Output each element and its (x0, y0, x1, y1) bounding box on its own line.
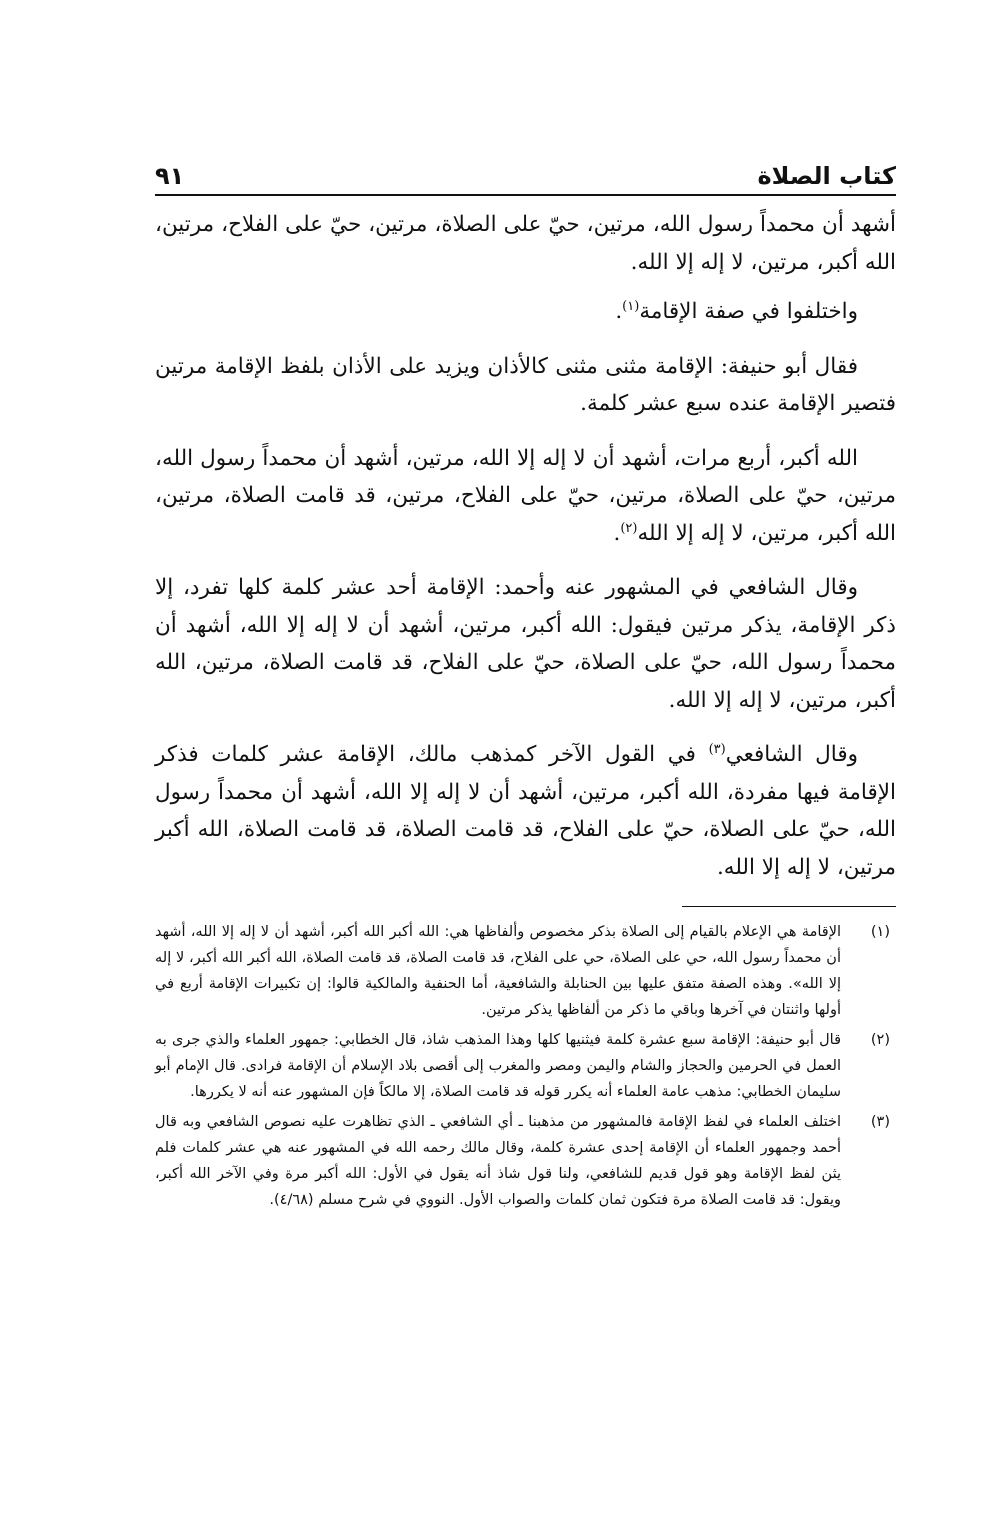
footnote-number: (١) (870, 924, 890, 940)
paragraph (155, 206, 896, 281)
footnote (155, 1109, 896, 1213)
paragraph-text: أشهد أن محمداً رسول الله، مرتين، حيّ على الصلاة، مرتين، حيّ على الفلاح، مرتين، الله أكبر، مرتين، لا إله إلا الله. (155, 212, 896, 275)
paragraph-text-after: . (615, 299, 623, 324)
main-text (155, 206, 896, 886)
paragraph-text: وقال الشافعي في المشهور عنه وأحمد: الإقامة أحد عشر كلمة كلها تفرد، إلا ذكر الإقامة، يذكر مرتين فيقول: الله أكبر، مرتين، أشهد أن لا إله إلا الله، أشهد أن محمداً رسول الله، حيّ على الصلاة، حيّ على الفلاح، قد قامت الصلاة، مرتين، الله أكبر، مرتين، لا إله إلا الله. (155, 575, 896, 713)
paragraph-text: واختلفوا في صفة الإقامة (639, 299, 858, 324)
page-number: ٩١ (155, 162, 185, 190)
running-head (155, 150, 896, 196)
document-page (155, 150, 896, 1217)
paragraph-text: فقال أبو حنيفة: الإقامة مثنى مثنى كالأذان ويزيد على الأذان بلفظ الإقامة مرتين فتصير الإقامة عنده سبع عشر كلمة. (155, 353, 896, 416)
footnote-text: قال أبو حنيفة: الإقامة سبع عشرة كلمة فيثنيها كلها وهذا المذهب شاذ، قال الخطابي: جمهور العلماء والذي جرى به العمل في الحرمين والحجاز والشام واليمن ومصر والمغرب إلى أقصى بلاد الإسلام أن الإقامة فرادى. قال الإمام أبو سليمان الخطابي: مذهب عامة العلماء أنه يكرر قوله قد قامت الصلاة، إلا مالكاً فإن المشهور عنه أنه لا يكررها. (155, 1032, 841, 1100)
paragraph-text-after: في القول الآخر كمذهب مالك، الإقامة عشر كلمات فذكر الإقامة فيها مفردة، الله أكبر، مرتين، أشهد أن لا إله إلا الله، أشهد أن محمداً رسول الله، حيّ على الصلاة، حيّ على الفلاح، قد قامت الصلاة، قد قامت الصلاة، الله أكبر مرتين، لا إله إلا الله. (155, 742, 896, 880)
footnotes (155, 919, 896, 1213)
footnote-text: الإقامة هي الإعلام بالقيام إلى الصلاة بذكر مخصوص وألفاظها هي: الله أكبر الله أكبر، أشهد أن لا إله إلا الله، أشهد أن محمداً رسول الله، حي على الصلاة، حي على الفلاح، قد قامت الصلاة، قد قامت الصلاة، الله أكبر الله أكبر، لا إله إلا الله». وهذه الصفة متفق عليها بين الحنابلة والشافعية، أما الحنفية والمالكية قالوا: إن تكبيرات الإقامة أربع في أولها واثنتان في آخرها وباقي ما ذكر من ألفاظها يذكر مرتين. (155, 924, 841, 1018)
footnote-number: (٣) (870, 1114, 890, 1130)
footnote (155, 919, 896, 1023)
footnote-marker[interactable]: (٢) (620, 520, 638, 536)
chapter-title: كتاب الصلاة (757, 162, 896, 190)
paragraph-text: الله أكبر، أربع مرات، أشهد أن لا إله إلا الله، مرتين، أشهد أن محمداً رسول الله، مرتين، حيّ على الصلاة، مرتين، حيّ على الفلاح، مرتين، قد قامت الصلاة، مرتين، الله أكبر، مرتين، لا إله إلا الله (155, 445, 896, 546)
footnote-marker[interactable]: (٣) (708, 741, 726, 757)
footnote-number: (٢) (870, 1032, 890, 1048)
paragraph-text-after: . (613, 520, 621, 546)
footnote (155, 1027, 896, 1105)
paragraph (155, 348, 896, 423)
footnote-text: اختلف العلماء في لفظ الإقامة فالمشهور من مذهبنا ـ أي الشافعي ـ الذي تظاهرت عليه نصوص الشافعي وبه قال أحمد وجمهور العلماء أن الإقامة إحدى عشرة كلمة، وقال مالك رحمه الله في المشهور عنه هي عشر كلمات فلم يثن لفظ الإقامة وهو قول قديم للشافعي، ولنا قول شاذ أنه يقول في الأول: الله أكبر مرة وفي الآخر الله أكبر، ويقول: قد قامت الصلاة مرة فتكون ثمان كلمات والصواب الأول. النووي في شرح مسلم (٤/٦٨). (155, 1114, 841, 1208)
footnote-divider (682, 906, 896, 907)
paragraph (155, 440, 896, 553)
paragraph (155, 736, 896, 886)
paragraph (155, 569, 896, 719)
paragraph (155, 293, 896, 331)
footnote-marker[interactable]: (١) (622, 298, 640, 314)
paragraph-text: وقال الشافعي (725, 742, 858, 767)
